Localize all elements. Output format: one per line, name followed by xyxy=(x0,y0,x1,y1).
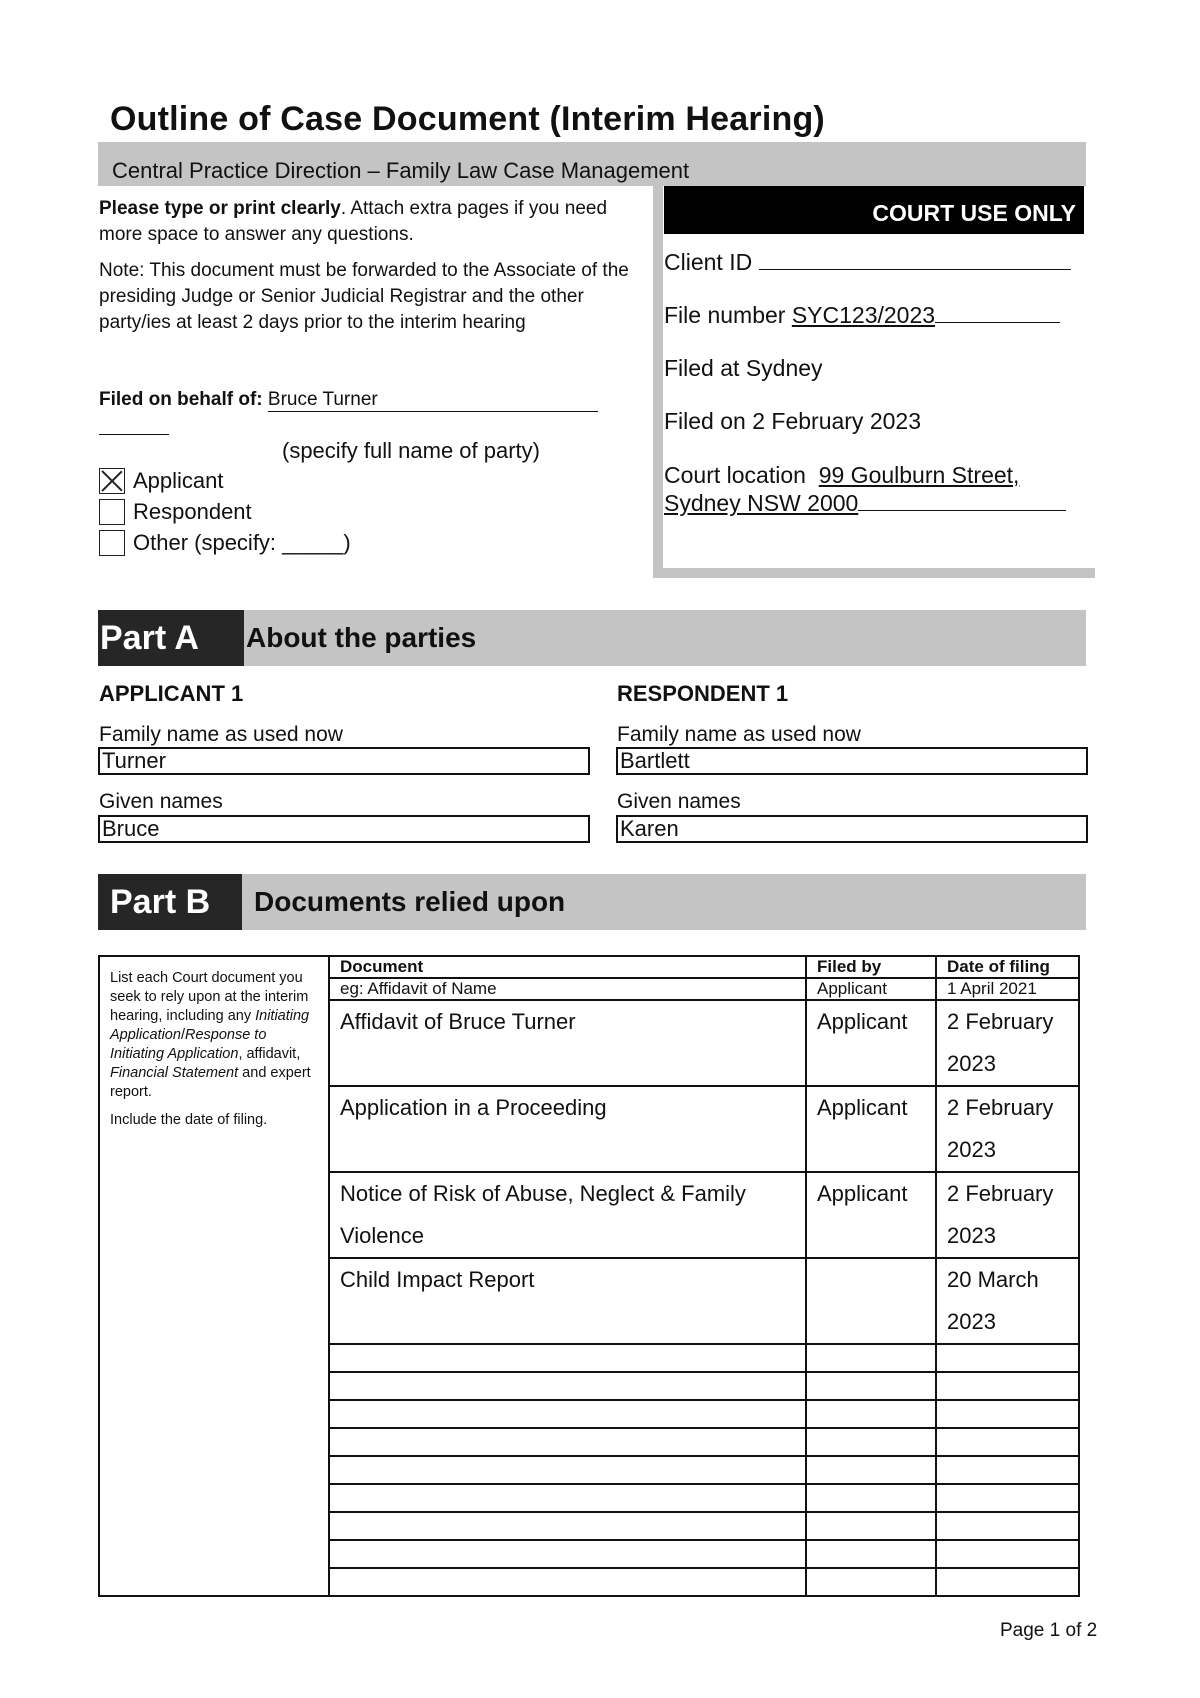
document-cell[interactable] xyxy=(329,1512,806,1540)
column-header-filed-by: Filed by xyxy=(806,956,936,978)
file-number-value: SYC123/2023 xyxy=(791,302,936,328)
part-b-title: Documents relied upon xyxy=(254,886,566,917)
instruction-paragraph: List each Court document you seek to rely upon at the interim hearing, including any Initiating Application/Response to Initiating Application, affidavit, Financial Statement and expert report. xyxy=(110,970,311,1100)
option-other[interactable] xyxy=(99,529,351,557)
client-id-field[interactable] xyxy=(759,251,1071,270)
example-date: 1 April 2021 xyxy=(936,978,1079,1000)
filed-by-cell[interactable]: Applicant xyxy=(806,1172,936,1258)
note-text: Note: This document must be forwarded to the Associate of the presiding Judge or Senior Judicial Registrar and the other party/ies at least 2 days prior to the interim hearing xyxy=(99,260,629,333)
documents-instructions xyxy=(99,956,329,1596)
date-cell[interactable] xyxy=(936,1456,1079,1484)
court-location-row2 xyxy=(664,489,1074,517)
date-cell[interactable] xyxy=(936,1512,1079,1540)
option-applicant-label: Applicant xyxy=(133,468,224,493)
page-title: Outline of Case Document (Interim Hearing) xyxy=(110,100,825,138)
checkbox-checked-icon[interactable] xyxy=(99,468,125,494)
document-cell[interactable]: Application in a Proceeding xyxy=(329,1086,806,1172)
document-cell[interactable] xyxy=(329,1484,806,1512)
filed-by-cell[interactable] xyxy=(806,1512,936,1540)
filed-on-behalf-label: Filed on behalf of: xyxy=(99,389,263,410)
date-cell[interactable] xyxy=(936,1568,1079,1596)
respondent-given-names-label: Given names xyxy=(617,790,741,813)
filed-by-cell[interactable] xyxy=(806,1540,936,1568)
respondent-heading: RESPONDENT 1 xyxy=(617,681,789,706)
filed-on-behalf-field-continuation xyxy=(99,412,169,435)
filed-on-behalf xyxy=(99,389,659,435)
instructions-bold: Please type or print clearly xyxy=(99,198,341,219)
date-cell[interactable] xyxy=(936,1372,1079,1400)
filed-by-cell[interactable] xyxy=(806,1400,936,1428)
documents-table xyxy=(98,955,1080,1597)
part-b-label: Part B xyxy=(98,874,242,930)
court-use-box xyxy=(653,186,1095,578)
filed-at: Filed at Sydney xyxy=(664,355,823,381)
applicant-given-names-input[interactable]: Bruce xyxy=(98,815,590,843)
document-cell[interactable] xyxy=(329,1568,806,1596)
filed-on-behalf-field[interactable] xyxy=(268,389,598,412)
filed-by-cell[interactable]: Applicant xyxy=(806,1086,936,1172)
filed-by-cell[interactable]: Applicant xyxy=(806,1000,936,1086)
checkbox-icon[interactable] xyxy=(99,499,125,525)
column-header-document: Document xyxy=(329,956,806,978)
client-id-row xyxy=(664,248,1074,276)
example-filed-by: Applicant xyxy=(806,978,936,1000)
court-location-line2: Sydney NSW 2000 xyxy=(664,490,859,516)
instructions-text: . Attach extra pages if you need more space to answer any questions. xyxy=(99,198,608,245)
date-cell[interactable] xyxy=(936,1428,1079,1456)
document-cell[interactable]: Notice of Risk of Abuse, Neglect & Family Violence xyxy=(329,1172,806,1258)
date-cell[interactable] xyxy=(936,1344,1079,1372)
specify-hint: (specify full name of party) xyxy=(282,438,540,463)
filed-by-cell[interactable] xyxy=(806,1372,936,1400)
document-cell[interactable] xyxy=(329,1372,806,1400)
option-respondent[interactable] xyxy=(99,498,252,526)
document-cell[interactable] xyxy=(329,1400,806,1428)
filed-by-cell[interactable] xyxy=(806,1258,936,1344)
instruction-date-note: Include the date of filing. xyxy=(110,1112,268,1128)
applicant-family-name-label: Family name as used now xyxy=(99,723,343,746)
filed-by-cell[interactable] xyxy=(806,1484,936,1512)
instructions xyxy=(99,196,649,248)
page-subtitle: Central Practice Direction – Family Law Case Management xyxy=(112,158,690,183)
court-location-row xyxy=(664,461,1074,489)
applicant-family-name-input[interactable]: Turner xyxy=(98,747,590,775)
respondent-family-name-label: Family name as used now xyxy=(617,723,861,746)
checkbox-icon[interactable] xyxy=(99,530,125,556)
document-cell[interactable]: Child Impact Report xyxy=(329,1258,806,1344)
file-number-field xyxy=(935,304,1060,323)
part-a-label: Part A xyxy=(98,610,244,666)
file-number-label: File number xyxy=(664,302,786,328)
page-number: Page 1 of 2 xyxy=(1000,1620,1098,1641)
date-cell[interactable]: 2 February 2023 xyxy=(936,1172,1079,1258)
date-cell[interactable]: 2 February 2023 xyxy=(936,1086,1079,1172)
option-other-label: Other (specify: _____) xyxy=(133,530,351,555)
filed-on: Filed on 2 February 2023 xyxy=(664,408,921,434)
date-cell[interactable] xyxy=(936,1484,1079,1512)
document-cell[interactable] xyxy=(329,1456,806,1484)
example-document: eg: Affidavit of Name xyxy=(329,978,806,1000)
filed-on-behalf-value: Bruce Turner xyxy=(267,389,378,410)
document-cell[interactable] xyxy=(329,1344,806,1372)
option-respondent-label: Respondent xyxy=(133,499,252,524)
filed-by-cell[interactable] xyxy=(806,1456,936,1484)
court-use-heading: COURT USE ONLY xyxy=(664,186,1084,234)
document-cell[interactable]: Affidavit of Bruce Turner xyxy=(329,1000,806,1086)
applicant-given-names-label: Given names xyxy=(99,790,223,813)
date-cell[interactable] xyxy=(936,1540,1079,1568)
court-location-label: Court location xyxy=(664,462,806,488)
filed-by-cell[interactable] xyxy=(806,1568,936,1596)
court-location-field xyxy=(858,492,1066,511)
document-cell[interactable] xyxy=(329,1428,806,1456)
respondent-family-name-input[interactable]: Bartlett xyxy=(616,747,1088,775)
court-location-line1: 99 Goulburn Street, xyxy=(818,462,1020,488)
file-number-row xyxy=(664,301,1074,329)
client-id-label: Client ID xyxy=(664,249,753,275)
filed-by-cell[interactable] xyxy=(806,1344,936,1372)
filed-by-cell[interactable] xyxy=(806,1428,936,1456)
document-cell[interactable] xyxy=(329,1540,806,1568)
date-cell[interactable] xyxy=(936,1400,1079,1428)
date-cell[interactable]: 20 March 2023 xyxy=(936,1258,1079,1344)
part-b-bar xyxy=(98,874,1086,930)
option-applicant[interactable] xyxy=(99,467,224,495)
respondent-given-names-input[interactable]: Karen xyxy=(616,815,1088,843)
part-a-title: About the parties xyxy=(246,622,477,653)
column-header-date: Date of filing xyxy=(936,956,1079,978)
applicant-heading: APPLICANT 1 xyxy=(99,681,244,706)
date-cell[interactable]: 2 February 2023 xyxy=(936,1000,1079,1086)
